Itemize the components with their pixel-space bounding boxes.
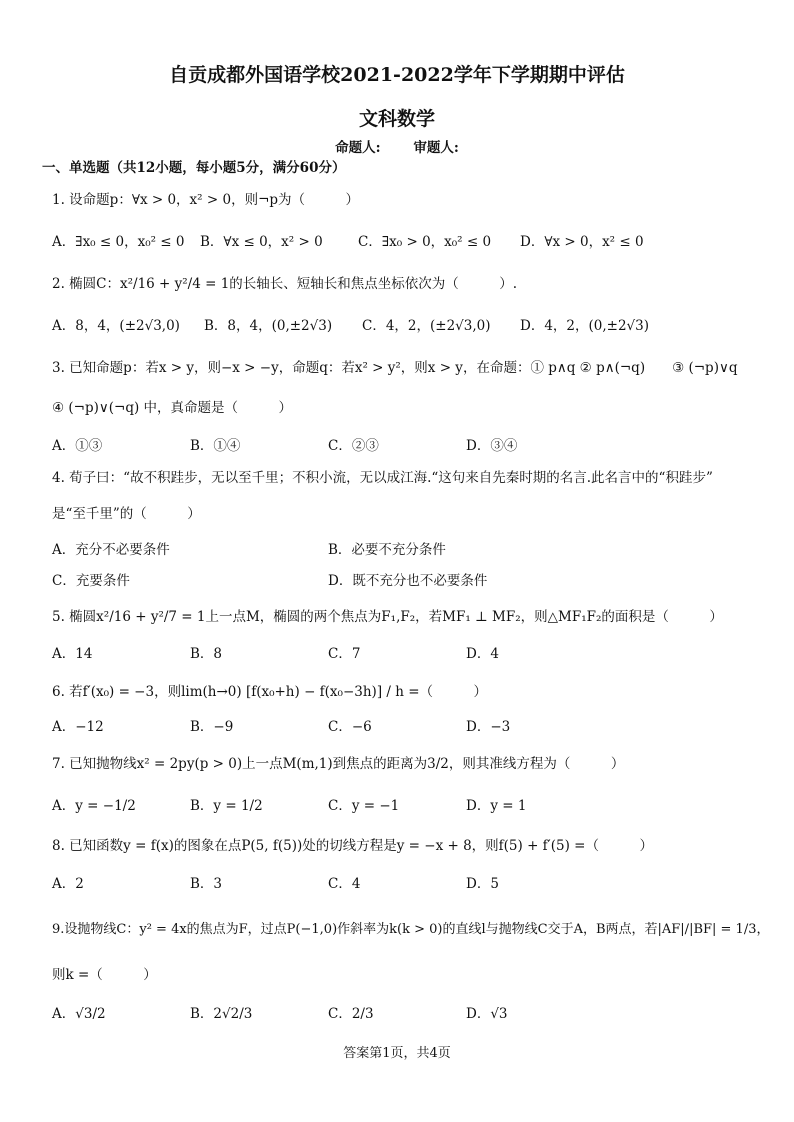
- question-8-option-c: C．4: [328, 876, 361, 892]
- exam-subject: 文科数学: [358, 108, 435, 130]
- question-9-stem: 9.设抛物线C：y² = 4x的焦点为F，过点P(−1,0)作斜率为k(k > 0)的直线l与抛物线C交于A，B两点，若|AF|/|BF| = 1/3，: [52, 922, 770, 937]
- question-6-option-d: D．−3: [466, 719, 511, 735]
- section-heading: 一、单选题（共12小题，每小题5分，满分60分）: [42, 160, 346, 176]
- question-9-option-c: C．2/3: [328, 1006, 374, 1022]
- question-1-option-c: C．∃x₀ > 0，x₀² ≤ 0: [358, 234, 492, 250]
- question-8-option-b: B．3: [190, 876, 223, 892]
- question-8-stem: 8. 已知函数y = f(x)的图象在点P(5, f(5))处的切线方程是y = −x + 8，则f(5) + f′(5) =（ ）: [52, 838, 653, 854]
- question-3-option-d: D．③④: [466, 438, 518, 454]
- question-1-option-a: A．∃x₀ ≤ 0，x₀² ≤ 0: [52, 234, 185, 250]
- exam-title: 自贡成都外国语学校2021-2022学年下学期期中评估: [169, 64, 625, 86]
- question-2-option-b: B．8，4，(0,±2√3): [204, 318, 333, 334]
- question-7-option-a: A．y = −1/2: [52, 798, 136, 814]
- question-1-option-d: D．∀x > 0，x² ≤ 0: [520, 234, 644, 250]
- reviewer-label: 审题人:: [413, 140, 459, 156]
- question-5-option-c: C．7: [328, 646, 361, 662]
- question-2-option-c: C．4，2，(±2√3,0): [362, 318, 491, 334]
- question-2-option-a: A．8，4，(±2√3,0): [52, 318, 180, 334]
- question-1-option-b: B．∀x ≤ 0，x² > 0: [200, 234, 323, 250]
- question-9-option-b: B．2√2/3: [190, 1006, 253, 1022]
- setter-label: 命题人:: [335, 140, 381, 156]
- question-5-option-d: D．4: [466, 646, 499, 662]
- question-3-option-c: C．②③: [328, 438, 379, 454]
- question-4-stem: 4. 荀子曰：“故不积跬步，无以至千里；不积小流，无以成江海.“这句来自先秦时期的名言.此名言中的“积跬步”: [52, 470, 713, 486]
- page-footer: 答案第1页，共4页: [343, 1046, 451, 1061]
- question-7-stem: 7. 已知抛物线x² = 2py(p > 0)上一点M(m,1)到焦点的距离为3/2，则其准线方程为（ ）: [52, 756, 625, 772]
- question-4-option-b: B．必要不充分条件: [328, 542, 446, 558]
- question-3-stem-cont: ④ (¬p)∨(¬q) 中，真命题是（ ）: [52, 400, 293, 416]
- question-4-option-a: A．充分不必要条件: [52, 542, 170, 558]
- author-line: [0, 136, 794, 156]
- question-5-option-b: B．8: [190, 646, 223, 662]
- question-5-option-a: A．14: [52, 646, 93, 662]
- question-7-option-c: C．y = −1: [328, 798, 400, 814]
- question-4-option-d: D．既不充分也不必要条件: [328, 573, 488, 589]
- question-3-option-b: B．①④: [190, 438, 241, 454]
- question-4-stem-cont: 是“至千里”的（ ）: [52, 506, 201, 522]
- question-2-option-d: D．4，2，(0,±2√3): [520, 318, 650, 334]
- question-7-option-b: B．y = 1/2: [190, 798, 263, 814]
- question-6-stem: 6. 若f′(x₀) = −3，则lim(h→0) [f(x₀+h) − f(x₀−3h)] / h =（ ）: [52, 684, 488, 700]
- question-9-option-d: D．√3: [466, 1006, 508, 1022]
- question-1-stem: 1. 设命题p：∀x > 0，x² > 0，则¬p为（ ）: [52, 192, 360, 208]
- question-3-option-a: A．①③: [52, 438, 103, 454]
- question-3-stem: 3. 已知命题p：若x > y，则−x > −y，命题q：若x² > y²，则x > y，在命题：① p∧q ② p∧(¬q) ③ (¬p)∨q: [52, 360, 738, 376]
- question-6-option-a: A．−12: [52, 719, 104, 735]
- question-4-option-c: C．充要条件: [52, 573, 130, 589]
- question-6-option-b: B．−9: [190, 719, 234, 735]
- question-5-stem: 5. 椭圆x²/16 + y²/7 = 1上一点M，椭圆的两个焦点为F₁,F₂，若MF₁ ⊥ MF₂，则△MF₁F₂的面积是（ ）: [52, 609, 723, 625]
- question-2-stem: 2. 椭圆C：x²/16 + y²/4 = 1的长轴长、短轴长和焦点坐标依次为（ ）.: [52, 276, 518, 292]
- question-7-option-d: D．y = 1: [466, 798, 527, 814]
- question-8-option-a: A．2: [52, 876, 84, 892]
- question-8-option-d: D．5: [466, 876, 499, 892]
- question-6-option-c: C．−6: [328, 719, 372, 735]
- question-9-option-a: A．√3/2: [52, 1006, 106, 1022]
- question-9-stem-cont: 则k =（ ）: [52, 967, 157, 983]
